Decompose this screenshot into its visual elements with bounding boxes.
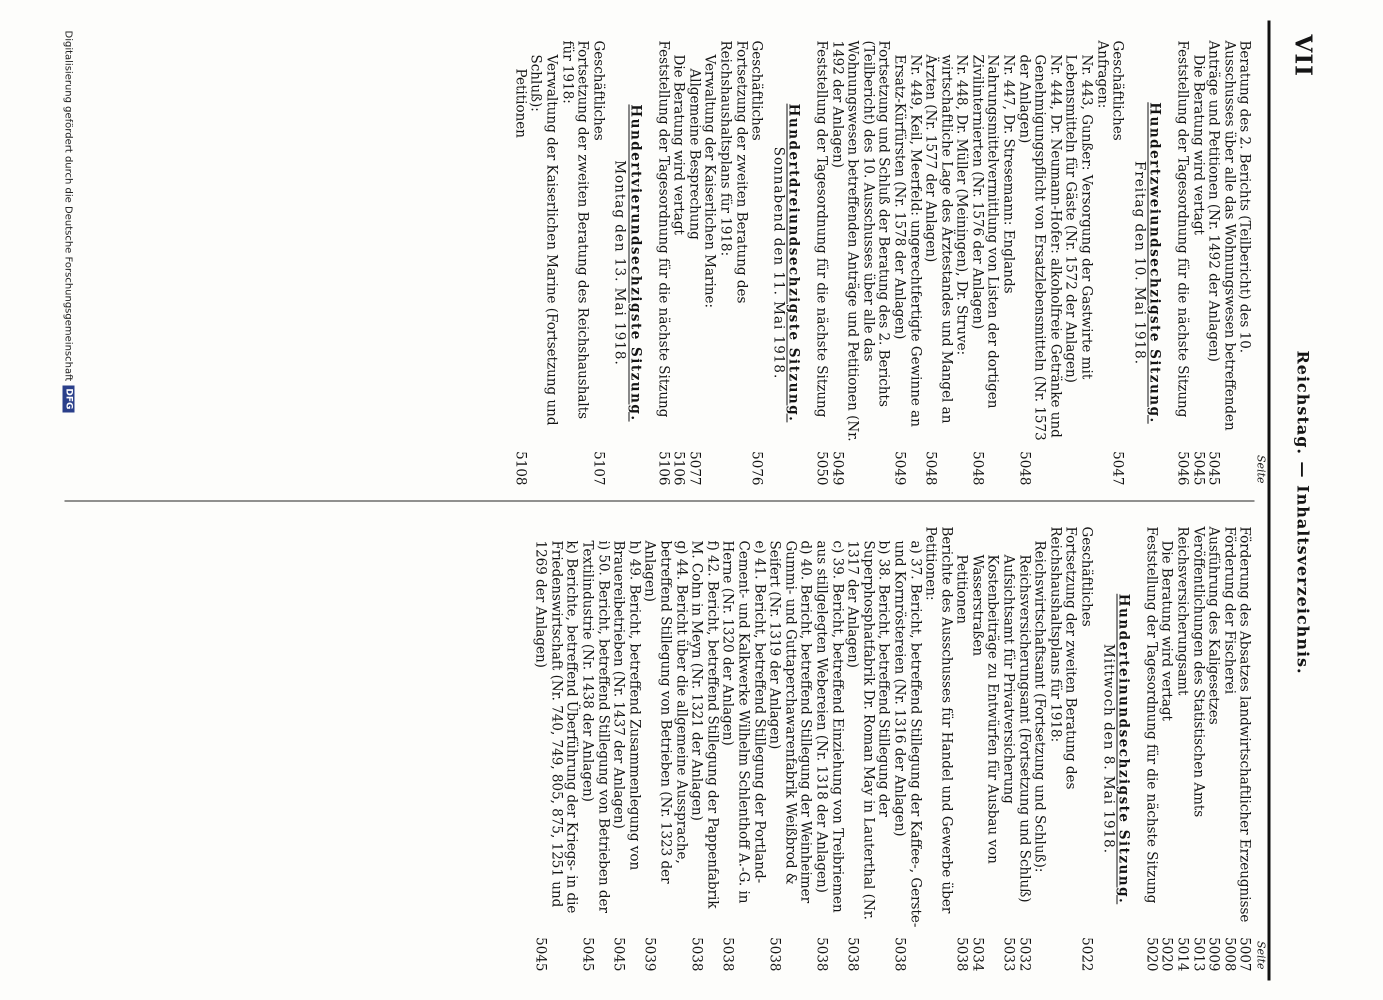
toc-entry: [1062, 40, 1093, 485]
toc-entry-page: 5020: [1158, 936, 1175, 971]
session-title: Hundertdreiundsechzigste Sitzung.: [785, 103, 802, 422]
toc-entry-text: e) 41. Bericht, betreffend Stillegung der Portland-Cement- und Kalkwerke Wilhelm Schlenthoff A.-G. in Herne (Nr. 1320 der Anlagen): [719, 540, 767, 903]
toc-entry-text: Petitionen: [953, 554, 970, 624]
toc-entry-page: 5039: [641, 936, 658, 971]
toc-entry-page: 5022: [1078, 936, 1095, 971]
toc-entry-page: 5038: [766, 936, 783, 971]
toc-entry: [670, 40, 686, 485]
toc-entry: [716, 40, 747, 485]
toc-entry-text: Feststellung der Tagesordnung für die nächste Sitzung: [812, 40, 829, 417]
toc-entry: [589, 40, 605, 485]
toc-entry: [1205, 40, 1252, 485]
toc-entry: [1236, 526, 1252, 971]
toc-entry: [1000, 526, 1016, 971]
toc-entry-text: Feststellung der Tagesordnung für die nächste Sitzung: [1174, 40, 1191, 417]
toc-entry-page: 5032: [1015, 936, 1032, 971]
toc-entry: [1015, 40, 1062, 485]
toc-entries: [511, 40, 1251, 485]
toc-entry: [968, 40, 1015, 485]
toc-entry-text: Veröffentlichungen des Statistischen Amts: [1189, 526, 1206, 817]
toc-entry-text: Reichsversicherungsamt: [1174, 526, 1191, 695]
toc-entry: [688, 526, 719, 971]
toc-entry-text: Nr. 448, Dr. Müller (Meiningen), Dr. Struve: wirtschaftliche Lage des Ärztestandes und Mangel an Ärzten (Nr. 1577 der Anlagen): [922, 54, 970, 423]
toc-entry-text: Aufsichtsamt für Privatversicherung: [1000, 554, 1017, 804]
toc-entry-page: 5045: [579, 936, 596, 971]
toc-entry: [1189, 526, 1205, 971]
toc-entry-text: Feststellung der Tagesordnung für die nächste Sitzung: [654, 40, 671, 417]
toc-entry-text: Fortsetzung und Schluß der Beratung des 2. Berichts (Teilbericht) des 10. Ausschusses über alle das Wohnungswesen betreffenden Anträge und Petitionen (Nr. 1492 der Anlagen): [828, 40, 892, 441]
toc-entry: [953, 526, 969, 971]
session-date: Montag den 13. Mai 1918.: [611, 159, 628, 366]
toc-entry-page: 5077: [685, 450, 702, 485]
toc-entry-page: 5045: [532, 936, 549, 971]
toc-entry: [654, 40, 670, 485]
toc-entry-page: 5038: [953, 936, 970, 971]
toc-entry: [812, 40, 828, 485]
dfg-logo: DFG: [62, 385, 74, 412]
session-title: Hundertvierundsechzigste Sitzung.: [627, 103, 644, 422]
toc-entry: [532, 526, 579, 971]
toc-entry-page: 5048: [922, 450, 939, 485]
toc-entry-text: c) 39. Bericht, betreffend Einziehung von Treibriemen aus stillgelegten Webereien (Nr. 1318 der Anlagen): [812, 540, 845, 913]
toc-entry-text: Berichte des Ausschusses für Handel und Gewerbe über Petitionen:: [922, 526, 954, 913]
toc-entry: [1015, 526, 1031, 971]
toc-entry-text: Verwaltung der Kaiserlichen Marine (Fortsetzung und Schluß):: [527, 54, 560, 426]
footer-credit: [62, 30, 74, 970]
toc-entry: [1220, 526, 1236, 971]
toc-entry-text: i) 50. Bericht, betreffend Stillegung von Betrieben der Textilindustrie (Nr. 1438 der Anlagen): [579, 540, 611, 913]
toc-column-left: [511, 40, 1268, 485]
toc-entry-text: Ausführung des Kaligesetzes: [1205, 526, 1222, 725]
toc-entry-text: Fortsetzung der zweiten Beratung des Reichshaushaltsplans für 1918:: [1046, 526, 1079, 789]
page-number: VII: [1289, 34, 1316, 77]
toc-entry-page: 5050: [812, 450, 829, 485]
toc-entry-text: Nr. 443, Gunßer: Versorgung der Gastwirte mit Lebensmitteln für Gäste (Nr. 1572 der Anlagen): [1062, 54, 1095, 383]
toc-entry-page: 5020: [1142, 936, 1159, 971]
toc-entry-text: Nr. 447, Dr. Stresemann: Englands Nahrungsmittelvermittlung von Listen der dortigen Zivilinternierten (Nr. 1576 der Anlagen): [968, 54, 1017, 408]
toc-entry-page: 5007: [1236, 936, 1253, 971]
toc-entry-page: 5046: [1174, 450, 1191, 485]
toc-entry: [527, 40, 558, 485]
toc-entry-text: Kostenbeiträge zu Entwürfen für Ausbau von Wasserstraßen: [968, 554, 1001, 864]
toc-entry: [701, 40, 717, 485]
toc-entry-text: Fortsetzung der zweiten Beratung des Reichshaushaltsplans für 1918:: [717, 40, 749, 303]
toc-entry: [719, 526, 766, 971]
toc-column-right: [532, 526, 1268, 971]
toc-entry: [748, 40, 764, 485]
column-divider: [64, 500, 1254, 501]
toc-entry: [844, 526, 891, 971]
toc-entry-text: b) 38. Bericht, betreffend Stillegung der Superphosphatfabrik Dr. Roman May in Lauterthal (Nr. 1317 der Anlagen): [844, 540, 892, 920]
toc-entry-text: k) Berichte, betreffend Überführung der Kriegs- in die Friedenswirtschaft (Nr. 740, 749, 805, 875, 1251 und 1269 der Anlagen): [532, 540, 580, 913]
toc-entry-page: 5106: [654, 450, 671, 485]
toc-entry: [1205, 526, 1221, 971]
toc-entry-text: Nr. 444, Dr. Neumann-Hofer: alkoholfreie Getränke und Genehmigungspflicht von Ersatzlebensmitteln (Nr. 1573 der Anlagen): [1015, 54, 1063, 441]
toc-entry-text: g) 44. Bericht über die allgemeine Aussprache, betreffend Stillegung von Betrieben (Nr. 1323 der Anlagen): [641, 540, 689, 884]
toc-entry: [828, 40, 890, 485]
running-title: Reichstag. — Inhaltsverzeichnis.: [1293, 350, 1312, 675]
toc-entry: [1173, 40, 1189, 485]
toc-entry: [1173, 526, 1189, 971]
toc-entry-page: 5038: [890, 936, 907, 971]
toc-entry: [685, 40, 701, 485]
toc-entry-text: Feststellung der Tagesordnung für die nächste Sitzung: [1142, 526, 1159, 903]
toc-entry-text: Geschäftliches: [1078, 526, 1095, 627]
toc-entry-text: d) 40. Bericht, betreffend Stillegung der Weinheimer Gummi- und Guttaperchawarenfabrik Weißbrod & Seifert (Nr. 1319 der Anlagen): [766, 540, 814, 903]
toc-entry-page: 5107: [589, 450, 606, 485]
toc-entry-page: 5049: [828, 450, 845, 485]
toc-entry-page: 5014: [1174, 936, 1191, 971]
toc-entry-page: 5038: [719, 936, 736, 971]
toc-entry: [766, 526, 813, 971]
toc-entry-page: 5008: [1220, 936, 1237, 971]
toc-entry: [1046, 526, 1077, 971]
toc-entry-page: 5047: [1109, 450, 1126, 485]
toc-entries: [532, 526, 1252, 971]
toc-entry-page: 5013: [1189, 936, 1206, 971]
toc-entry-page: 5049: [890, 450, 907, 485]
toc-entry: [968, 526, 999, 971]
toc-entry-page: 5034: [968, 936, 985, 971]
toc-entry-text: Petitionen: [511, 68, 528, 138]
session-title: Hunderteinundsechzigste Sitzung.: [1115, 593, 1132, 904]
toc-entry-text: Geschäftliches: [589, 40, 606, 141]
toc-entry: [610, 526, 641, 971]
toc-entry-page: 5038: [812, 936, 829, 971]
toc-entry-page: 5076: [748, 450, 765, 485]
toc-entry-page: 5048: [1015, 450, 1032, 485]
toc-entry: [1158, 526, 1174, 971]
session-title: Hundertzweiundsechzigste Sitzung.: [1146, 101, 1163, 424]
toc-entry-text: a) 37. Bericht, betreffend Stillegung der Kaffee-, Gerste- und Kornröstereien (Nr. 1316 der Anlagen): [890, 540, 923, 927]
toc-entry-text: Reichswirtschaftsamt (Fortsetzung und Schluß):: [1031, 540, 1048, 872]
toc-entry: [1031, 526, 1047, 971]
session-date: Mittwoch den 8. Mai 1918.: [1099, 643, 1116, 854]
toc-entry-text: f) 42. Bericht, betreffend Stillegung der Pappenfabrik M. Cohn in Meyn (Nr. 1321 der Anlagen): [688, 540, 720, 909]
toc-entry-page: 5045: [1205, 450, 1222, 485]
toc-entry-text: Die Beratung wird vertagt: [1189, 54, 1206, 235]
toc-entry: [1189, 40, 1205, 485]
toc-entry: [578, 526, 609, 971]
toc-entry: [890, 526, 921, 971]
toc-entry-page: 5038: [688, 936, 705, 971]
toc-entry: [1109, 40, 1125, 485]
seite-label: Seite: [1254, 940, 1267, 969]
session-date: Freitag den 10. Mai 1918.: [1130, 160, 1147, 365]
session-date: Sonnabend den 11. Mai 1918.: [769, 146, 786, 379]
toc-entry-text: Anfragen:: [1093, 40, 1110, 108]
toc-entry-text: Verwaltung der Kaiserlichen Marine:: [701, 54, 718, 308]
toc-entry-text: Geschäftliches: [1109, 40, 1126, 141]
toc-entry: [922, 526, 953, 971]
toc-entry-text: Reichsversicherungsamt (Fortsetzung und Schluß): [1015, 554, 1032, 902]
footer-text: Digitalisierung gefördert durch die Deutsche Forschungsgemeinschaft: [62, 30, 74, 381]
toc-entry-text: h) 49. Bericht, betreffend Zusammenlegung von Brauereibetrieben (Nr. 1437 der Anlagen): [610, 540, 642, 870]
toc-entry: [812, 526, 843, 971]
toc-entry-page: 5009: [1205, 936, 1222, 971]
toc-entry-page: 5108: [511, 450, 528, 485]
toc-entry: [641, 526, 688, 971]
toc-entry-text: Beratung des 2. Berichts (Teilbericht) des 10. Ausschusses über alle das Wohnungswesen betreffenden Anträge und Petitionen (Nr. 1492 der Anlagen): [1205, 40, 1253, 431]
toc-entry-text: Förderung der Fischerei: [1220, 526, 1237, 694]
toc-entry-page: 5048: [968, 450, 985, 485]
seite-label: Seite: [1254, 454, 1267, 483]
toc-entry-page: 5045: [610, 936, 627, 971]
toc-entry: [1142, 526, 1158, 971]
toc-entry-page: 5106: [670, 450, 687, 485]
toc-entry-page: 5038: [844, 936, 861, 971]
toc-entry: [511, 40, 527, 485]
toc-entry: [890, 40, 921, 485]
toc-entry-text: Nr. 449, Keil, Meerfeld: ungerechtfertigte Gewinne an Ersatz-Kürfürsten (Nr. 1578 der Anlagen): [890, 54, 923, 427]
toc-entry: [922, 40, 969, 485]
toc-entry-text: Geschäftliches: [748, 40, 765, 141]
toc-entry: [558, 40, 589, 485]
page-header: [1288, 20, 1316, 980]
toc-entry: [1093, 40, 1109, 485]
toc-entry-text: Fortsetzung der zweiten Beratung des Reichshaushalts für 1918:: [558, 40, 591, 419]
document-page: [49, 20, 1334, 980]
toc-entry-text: Allgemeine Besprechung: [685, 68, 702, 240]
toc-entry-text: Förderung des Absatzes landwirtschaftlicher Erzeugnisse: [1236, 526, 1253, 922]
toc-entry: [1077, 526, 1093, 971]
toc-entry-page: 5045: [1189, 450, 1206, 485]
toc-entry-text: Die Beratung wird vertagt: [670, 54, 687, 235]
toc-entry-text: Die Beratung wird vertagt: [1158, 540, 1175, 721]
toc-entry-page: 5033: [1000, 936, 1017, 971]
